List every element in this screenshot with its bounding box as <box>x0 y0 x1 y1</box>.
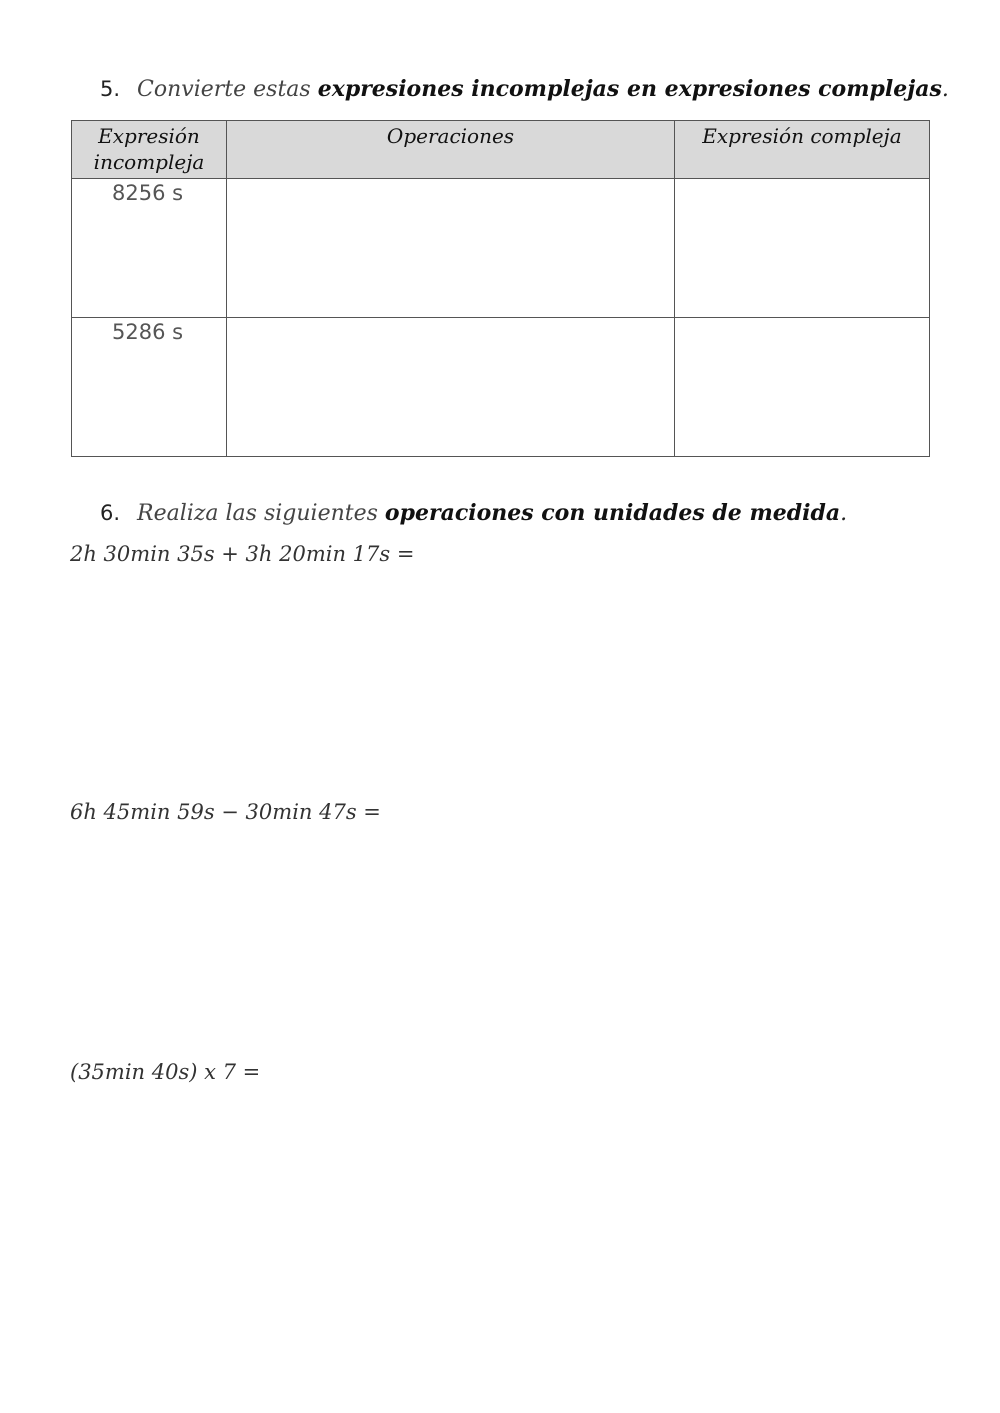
question-5-title <box>100 76 949 102</box>
incomplex-cell <box>72 179 227 318</box>
question-lead: Convierte estas <box>137 77 311 102</box>
incomplex-value: 5286 s <box>112 320 184 344</box>
complex-answer-cell[interactable] <box>675 318 930 457</box>
header-operations: Operaciones <box>227 121 675 179</box>
operations-answer-cell[interactable] <box>227 318 675 457</box>
question-emphasis: expresiones incomplejas en expresiones complejas <box>317 76 942 102</box>
question-number: 6. <box>100 501 121 525</box>
question-6-title <box>100 500 847 526</box>
header-incomplex: Expresión incompleja <box>72 121 227 179</box>
complex-answer-cell[interactable] <box>675 179 930 318</box>
conversion-table <box>71 120 930 457</box>
question-lead: Realiza las siguientes <box>137 501 378 526</box>
table-row <box>72 318 930 457</box>
question-emphasis: operaciones con unidades de medida <box>384 500 841 526</box>
operation-multiplication: (35min 40s) x 7 = <box>70 1060 261 1084</box>
operation-addition: 2h 30min 35s + 3h 20min 17s = <box>70 542 415 566</box>
question-end: . <box>840 501 848 526</box>
operations-answer-cell[interactable] <box>227 179 675 318</box>
operation-subtraction: 6h 45min 59s − 30min 47s = <box>70 800 381 824</box>
header-complex: Expresión compleja <box>675 121 930 179</box>
incomplex-cell <box>72 318 227 457</box>
table-row <box>72 179 930 318</box>
question-number: 5. <box>100 77 121 101</box>
incomplex-value: 8256 s <box>112 181 184 205</box>
question-end: . <box>941 77 949 102</box>
table-header-row <box>72 121 930 179</box>
